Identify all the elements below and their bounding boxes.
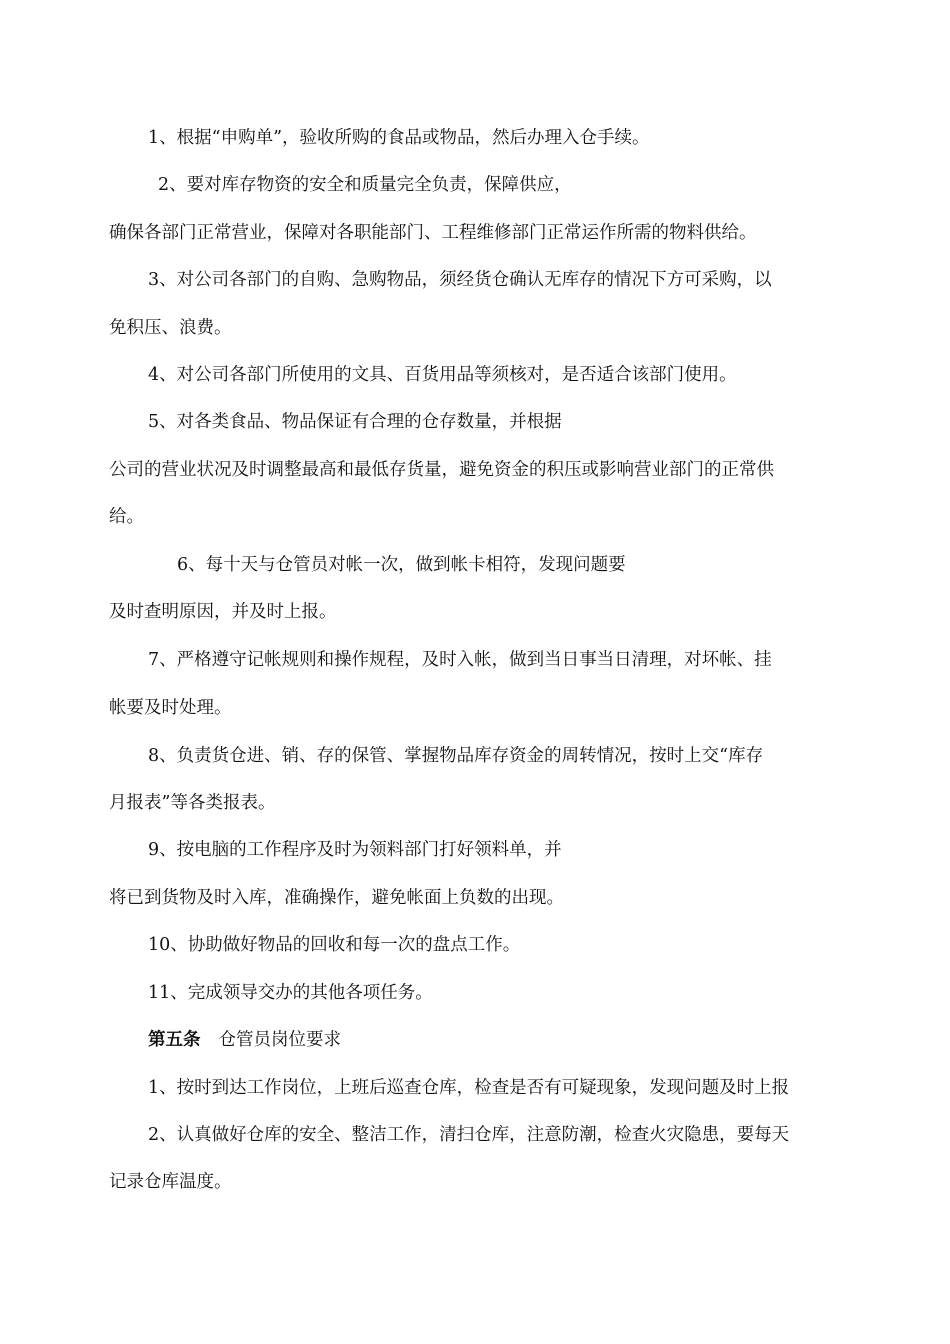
duty-item-3-cont: 免积压、浪费。 xyxy=(109,318,232,338)
section-label: 第五条 xyxy=(148,1030,201,1050)
duty-item-7: 7、严格遵守记帐规则和操作规程，及时入帐，做到当日事当日清理，对坏帐、挂 xyxy=(148,650,772,670)
duty-item-9-cont: 将已到货物及时入库，准确操作，避免帐面上负数的出现。 xyxy=(109,888,564,908)
duty-item-5-cont-2: 给。 xyxy=(109,507,144,527)
duty-item-3: 3、对公司各部门的自购、急购物品，须经货仓确认无库存的情况下方可采购，以 xyxy=(148,270,772,290)
duty-item-4: 4、对公司各部门所使用的文具、百货用品等须核对，是否适合该部门使用。 xyxy=(148,365,737,385)
duty-item-9: 9、按电脑的工作程序及时为领料部门打好领料单，并 xyxy=(148,840,562,860)
duty-item-5-cont: 公司的营业状况及时调整最高和最低存货量，避免资金的积压或影响营业部门的正常供 xyxy=(109,460,774,480)
duty-item-10: 10、协助做好物品的回收和每一次的盘点工作。 xyxy=(148,935,521,955)
duty-item-8-cont: 月报表”等各类报表。 xyxy=(109,793,276,813)
duty-item-8: 8、负责货仓进、销、存的保管、掌握物品库存资金的周转情况，按时上交“库存 xyxy=(148,746,764,766)
section-title: 仓管员岗位要求 xyxy=(218,1030,341,1050)
duty-item-1: 1、根据“申购单”，验收所购的食品或物品，然后办理入仓手续。 xyxy=(148,128,650,148)
requirement-item-1: 1、按时到达工作岗位，上班后巡查仓库，检查是否有可疑现象，发现问题及时上报 xyxy=(148,1078,790,1098)
section-heading xyxy=(148,1028,341,1052)
requirement-item-2-cont: 记录仓库温度。 xyxy=(109,1172,232,1192)
duty-item-2: 2、要对库存物资的安全和质量完全负责，保障供应， xyxy=(158,175,572,195)
duty-item-6-cont: 及时查明原因，并及时上报。 xyxy=(109,602,337,622)
duty-item-6: 6、每十天与仓管员对帐一次，做到帐卡相符，发现问题要 xyxy=(177,555,626,575)
requirement-item-2: 2、认真做好仓库的安全、整洁工作，清扫仓库，注意防潮，检查火灾隐患，要每天 xyxy=(148,1125,790,1145)
duty-item-2-cont: 确保各部门正常营业，保障对各职能部门、工程维修部门正常运作所需的物料供给。 xyxy=(109,223,757,243)
duty-item-7-cont: 帐要及时处理。 xyxy=(109,698,232,718)
duty-item-11: 11、完成领导交办的其他各项任务。 xyxy=(148,983,433,1003)
duty-item-5: 5、对各类食品、物品保证有合理的仓存数量，并根据 xyxy=(148,412,562,432)
